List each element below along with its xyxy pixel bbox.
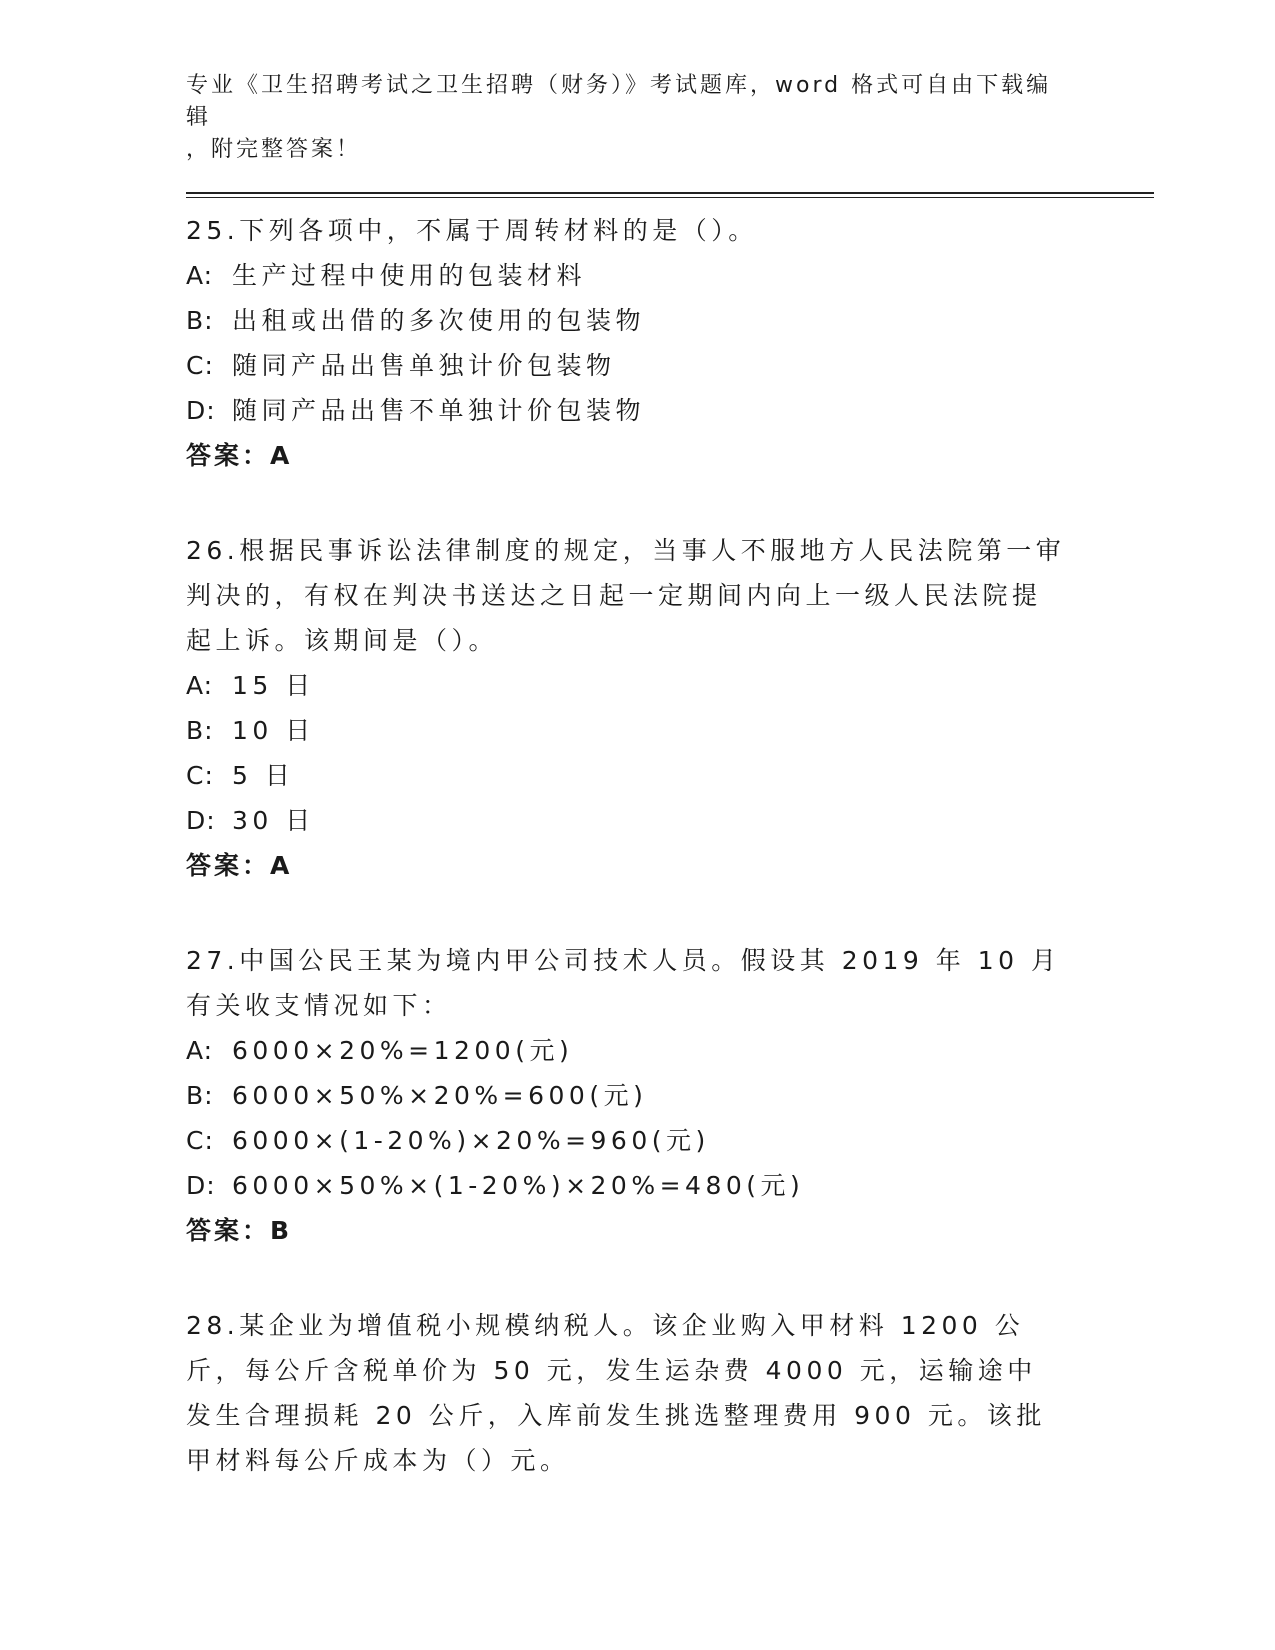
option-text: 6000×50%×(1-20%)×20%=480(元) [232,1171,805,1200]
option-label: D: [186,1171,216,1200]
option-label: A: [186,261,214,290]
question-stem: 26.根据民事诉讼法律制度的规定，当事人不服地方人民法院第一审判决的，有权在判决书送达之日起一定期间内向上一级人民法院提起上诉。该期间是（）。 [186,536,1066,655]
answer-line [186,843,1146,888]
question-26 [186,528,1146,888]
option-b [186,708,1146,753]
divider-thick-line [186,192,1154,194]
option-text: 6000×20%=1200(元) [232,1036,574,1065]
answer-line [186,1208,1146,1253]
header-line-1: 专业《卫生招聘考试之卫生招聘（财务）》考试题库，word 格式可自由下载编辑 [186,73,1052,130]
option-label: C: [186,351,214,380]
question-stem: 25.下列各项中，不属于周转材料的是（）。 [186,216,758,245]
answer-value: B [270,1216,293,1245]
option-c [186,343,1146,388]
option-a [186,253,1146,298]
option-text: 随同产品出售单独计价包装物 [232,351,616,380]
option-label: D: [186,396,216,425]
answer-value: A [270,441,293,470]
option-text: 生产过程中使用的包装材料 [232,261,587,290]
document-page [186,70,1146,1483]
option-label: C: [186,1126,214,1155]
question-27 [186,938,1146,1253]
header-divider [186,192,1154,198]
option-label: A: [186,671,214,700]
option-a [186,663,1146,708]
answer-value: A [270,851,293,880]
question-stem: 28.某企业为增值税小规模纳税人。该企业购入甲材料 1200 公斤，每公斤含税单价为 50 元，发生运杂费 4000 元，运输途中发生合理损耗 20 公斤，入库前发生挑选整理费用 900 元。该批甲材料每公斤成本为（）元。 [186,1311,1046,1475]
option-text: 15 日 [232,671,315,700]
option-b [186,1073,1146,1118]
option-c [186,753,1146,798]
option-label: D: [186,806,216,835]
option-label: B: [186,1081,214,1110]
document-header [186,70,1066,166]
option-text: 6000×(1-20%)×20%=960(元) [232,1126,710,1155]
option-label: B: [186,306,214,335]
answer-label: 答案： [186,851,271,880]
option-d [186,798,1146,843]
question-25 [186,208,1146,478]
option-text: 随同产品出售不单独计价包装物 [232,396,646,425]
divider-thin-line [186,197,1154,198]
option-label: B: [186,716,214,745]
option-a [186,1028,1146,1073]
option-label: A: [186,1036,214,1065]
answer-line [186,433,1146,478]
option-text: 5 日 [232,761,295,790]
option-text: 出租或出借的多次使用的包装物 [232,306,646,335]
option-text: 10 日 [232,716,315,745]
question-stem: 27.中国公民王某为境内甲公司技术人员。假设其 2019 年 10 月有关收支情况如下： [186,946,1061,1020]
option-b [186,298,1146,343]
question-28 [186,1303,1146,1483]
header-line-2: ，附完整答案！ [186,137,362,162]
option-text: 30 日 [232,806,315,835]
option-d [186,388,1146,433]
answer-label: 答案： [186,441,271,470]
answer-label: 答案： [186,1216,271,1245]
option-label: C: [186,761,214,790]
option-text: 6000×50%×20%=600(元) [232,1081,648,1110]
option-d [186,1163,1146,1208]
option-c [186,1118,1146,1163]
